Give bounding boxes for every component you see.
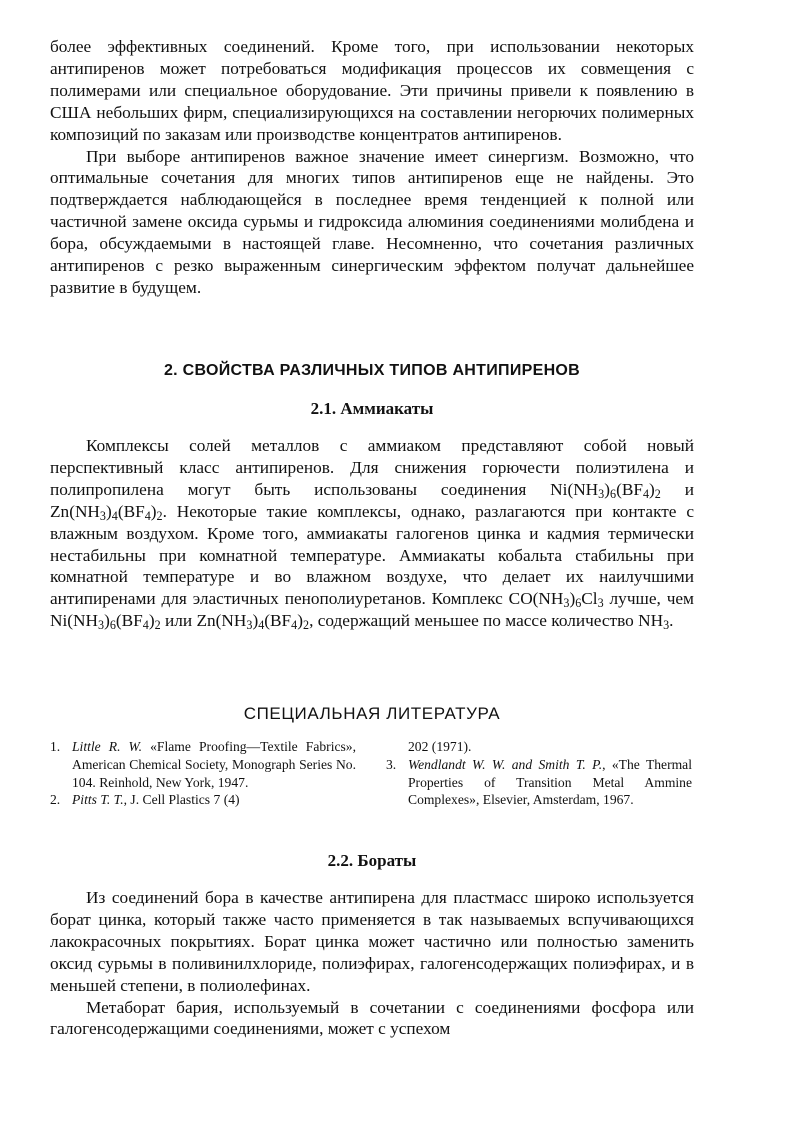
intro-paragraph-2: При выборе антипиренов важное значение имеет синергизм. Возможно, что оптимальные сочетания для многих типов антипиренов еще не найдены. Это подтверждается наблюдающейся в последнее время тенденцией к полной или частичной замене оксида сурьмы и гидроксида алюминия соединениями молибдена и бора, обсуждаемыми в настоящей главе. Несомненно, что сочетания различных антипиренов с резко выраженным синергическим эффектом получат дальнейшее развитие в будущем. — [50, 146, 694, 297]
borates-paragraph-1: Из соединений бора в качестве антипирена для пластмасс широко используется борат цинка, который также часто применяется в так называемых вспучивающихся лакокрасочных покрытиях. Борат цинка может частично или полностью заменить оксид сурьмы в поливинилхлориде, полиэфирах, галогенсодержащих полиэфирах, и в меньшей степени, в полиолефинах. — [50, 888, 694, 995]
reference-item: 1. Little R. W. «Flame Proofing—Textile Fabrics», American Chemical Society, Monograph Series No. 104. Reinhold, New York, 1947. — [50, 739, 356, 790]
ammoniates-paragraph: Комплексы солей металлов с аммиаком представляют собой новый перспективный класс антипиренов. Для снижения горючести полиэтилена и полипропилена могут быть использованы соединения $Ni(NH_3)_6(BF_4)_2$ и $Zn(NH_3)_4(BF_4)_2$. Некоторые такие комплексы, однако, разлагаются при контакте с влажным воздухом. Кроме того, аммиакаты галогенов цинка и кадмия термически нестабильны при комнатной температуре. Аммиакаты кобальта стабильны при комнатной температуре и во влажном воздухе, что делает их наилучшими антипиренами для эластичных пенополиуретанов. Комплекс $CO(NH_3)_6Cl_3$ лучше, чем $Ni(NH_3)_6(BF_4)_2$ или $Zn(NH_3)_4(BF_4)_2$, содержащий меньшее по массе количество $NH_3$. — [50, 436, 694, 633]
intro-block — [50, 36, 694, 299]
references-column-right — [386, 738, 692, 809]
borates-block — [50, 887, 694, 1040]
borates-paragraph-2: Метаборат бария, используемый в сочетании с соединениями фосфора или галогенсодержащими соединениями, может с успехом — [50, 997, 694, 1039]
reference-item: 3. Wendlandt W. W. and Smith T. P., «The Thermal Properties of Transition Metal Ammine Complexes», Elsevier, Amsterdam, 1967. — [386, 756, 692, 808]
literature-heading: СПЕЦИАЛЬНАЯ ЛИТЕРАТУРА — [243, 704, 501, 723]
reference-continuation: 202 (1971). — [408, 739, 472, 754]
reference-item: 2. Pitts T. T., J. Cell Plastics 7 (4) — [50, 792, 240, 808]
ammoniates-block — [50, 435, 694, 632]
subsection-heading-borates: 2.2. Бораты — [327, 851, 417, 870]
section-heading: 2. СВОЙСТВА РАЗЛИЧНЫХ ТИПОВ АНТИПИРЕНОВ — [163, 362, 581, 379]
references-column-left — [50, 738, 356, 809]
subsection-heading-ammoniates: 2.1. Аммиакаты — [310, 399, 434, 418]
intro-paragraph-1: более эффективных соединений. Кроме того, при использовании некоторых антипиренов может потребоваться модификация процессов их совмещения с полимерами или специальное оборудование. Эти причины привели к появлению в США небольших фирм, специализирующихся на составлении негорючих полимерных композиций по заказам или производстве концентратов антипиренов. — [50, 37, 694, 144]
